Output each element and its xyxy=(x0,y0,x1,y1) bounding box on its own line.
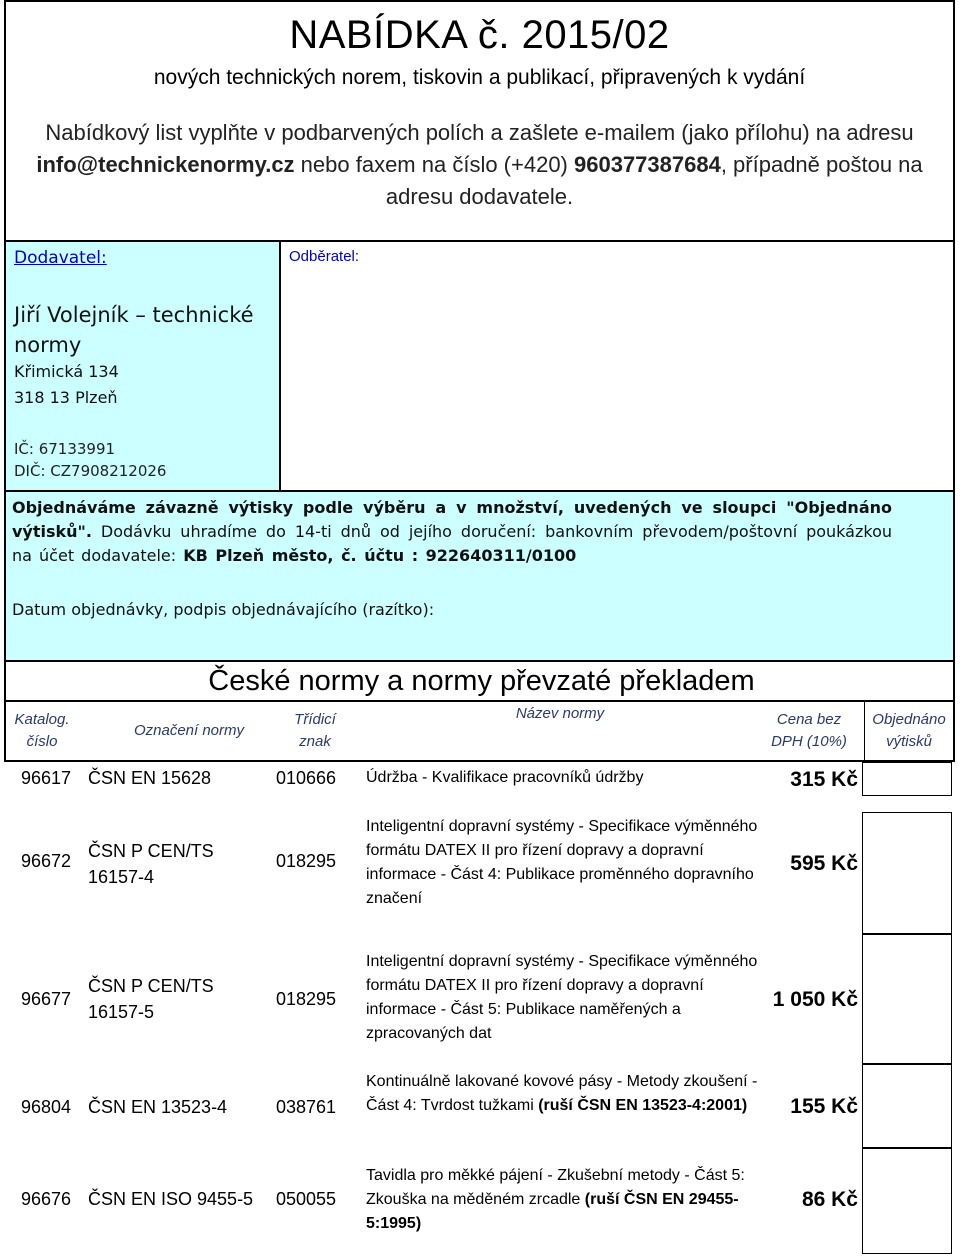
table-row xyxy=(0,812,960,934)
row-name-text: Inteligentní dopravní systémy - Specifikace výměnného formátu DATEX II pro řízení dopravy a dopravní informace - Část 5: Publikace naměřených a zpracovaných dat xyxy=(366,953,758,1042)
row-catalog: 96617 xyxy=(21,768,72,788)
instructions-text-2: nebo faxem na číslo (+420) xyxy=(294,152,574,177)
row-class: 038761 xyxy=(276,1097,337,1117)
col-header-ordered: Objednáno výtisků xyxy=(872,711,946,750)
customer-label: Odběratel: xyxy=(289,248,360,265)
row-name-text: Údržba - Kvalifikace pracovníků údržby xyxy=(366,769,644,786)
table-row xyxy=(0,762,960,812)
col-header-price: Cena bez DPH (10%) xyxy=(771,711,847,750)
row-designation: ČSN P CEN/TS 16157-5 xyxy=(88,976,214,1022)
ordered-quantity-input[interactable] xyxy=(862,762,952,796)
order-statement-text: Dodávku uhradíme do 14-ti dnů od jejího doručení: bankovním převodem/poštovní poukázkou na účet dodavatele: xyxy=(12,522,892,565)
instructions-text-3: , případně poštou na adresu dodavatele. xyxy=(385,152,923,209)
row-name-text: Tavidla pro měkké pájení - Zkušební metody - Část 5: Zkouška na měděném zrcadle xyxy=(366,1167,745,1208)
offer-title: NABÍDKA č. 2015/02 xyxy=(289,13,670,57)
ordered-quantity-input[interactable] xyxy=(862,934,952,1064)
row-name-text: Inteligentní dopravní systémy - Specifikace výměnného formátu DATEX II pro řízení dopravy a dopravní informace - Část 4: Publikace proměnného dopravního značení xyxy=(366,818,758,907)
row-name-bold: (ruší ČSN EN 29455-5:1995) xyxy=(366,1191,739,1232)
order-statement xyxy=(12,496,892,568)
bank-account: KB Plzeň město, č. účtu : 922640311/0100 xyxy=(183,546,577,565)
row-price: 86 Kč xyxy=(801,1188,858,1211)
ordered-quantity-input[interactable] xyxy=(862,812,952,934)
row-catalog: 96677 xyxy=(21,989,72,1009)
col-header-catalog: Katalog. číslo xyxy=(14,711,70,750)
section-title: České normy a normy převzaté překladem xyxy=(208,665,755,697)
col-header-designation: Označení normy xyxy=(133,722,245,739)
table-row xyxy=(0,1064,960,1148)
row-designation: ČSN EN ISO 9455-5 xyxy=(88,1189,254,1209)
row-price: 315 Kč xyxy=(790,768,858,791)
row-price: 595 Kč xyxy=(790,852,858,875)
row-class: 018295 xyxy=(276,989,337,1009)
row-name xyxy=(366,950,761,1046)
supplier-label: Dodavatel: xyxy=(14,248,107,268)
supplier-ic: IČ: 67133991 xyxy=(14,440,116,458)
ordered-quantity-input[interactable] xyxy=(862,1148,952,1254)
row-catalog: 96676 xyxy=(21,1189,72,1209)
row-class: 050055 xyxy=(276,1189,337,1209)
supplier-street: Křimická 134 xyxy=(14,362,119,381)
supplier-city: 318 13 Plzeň xyxy=(14,388,118,407)
row-name xyxy=(366,1164,761,1236)
row-catalog: 96804 xyxy=(21,1097,72,1117)
ordered-quantity-input[interactable] xyxy=(862,1064,952,1148)
customer-field[interactable] xyxy=(279,240,955,492)
row-name xyxy=(366,766,761,790)
section-heading xyxy=(4,662,955,700)
supplier-name: Jiří Volejník – technické normy xyxy=(14,303,254,357)
row-name xyxy=(366,815,761,911)
table-row xyxy=(0,1148,960,1254)
row-name-text: Kontinuálně lakované kovové pásy - Metody zkoušení - Část 4: Tvrdost tužkami xyxy=(366,1073,758,1114)
instructions xyxy=(6,117,953,213)
email-link[interactable]: info@technickenormy.cz xyxy=(36,152,295,177)
col-header-class: Třídicí znak xyxy=(294,711,336,750)
supplier-panel xyxy=(4,240,281,492)
fax-number: 960377387684 xyxy=(574,152,721,177)
col-header-name: Název normy xyxy=(515,705,605,722)
row-class: 010666 xyxy=(276,768,337,788)
row-designation: ČSN P CEN/TS 16157-4 xyxy=(88,841,214,887)
row-name-bold: (ruší ČSN EN 13523-4:2001) xyxy=(538,1097,748,1114)
row-catalog: 96672 xyxy=(21,851,72,871)
row-name xyxy=(366,1070,761,1118)
table-row xyxy=(0,934,960,1064)
offer-header xyxy=(4,0,955,240)
order-date-label: Datum objednávky, podpis objednávajícího (razítko): xyxy=(12,600,435,619)
order-statement-bold: Objednáváme závazně výtisky podle výběru a v množství, uvedených ve sloupci "Objednáno výtisků". xyxy=(12,498,892,541)
row-designation: ČSN EN 13523-4 xyxy=(88,1097,228,1117)
row-class: 018295 xyxy=(276,851,337,871)
row-designation: ČSN EN 15628 xyxy=(88,768,212,788)
offer-subtitle: nových technických norem, tiskovin a publikací, připravených k vydání xyxy=(153,66,806,89)
row-price: 155 Kč xyxy=(790,1095,858,1118)
order-field[interactable] xyxy=(4,490,955,662)
supplier-dic: DIČ: CZ7908212026 xyxy=(14,462,167,480)
instructions-text-1: Nabídkový list vyplňte v podbarvených polích a zašlete e-mailem (jako přílohu) na adresu xyxy=(45,120,914,145)
row-price: 1 050 Kč xyxy=(772,988,858,1011)
